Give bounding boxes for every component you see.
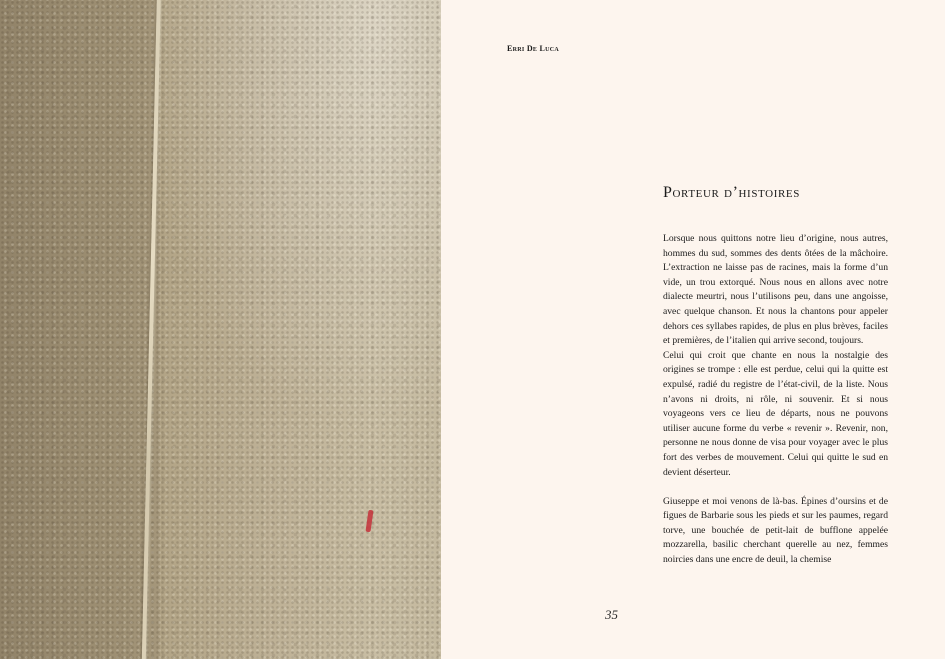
running-head-author: Erri De Luca — [507, 44, 560, 53]
wall-photograph — [0, 0, 441, 659]
body-text — [663, 232, 888, 568]
page-number: 35 — [605, 607, 618, 622]
paragraph: Giuseppe et moi venons de là-bas. Épines d’oursins et de figues de Barbarie sous les pieds et sur les paumes, regard torve, une bouchée de petit-lait de bufflone appelée mozzarella, basilic cherchant querelle au nez, femmes noircies dans une encre de deuil, la chemise — [663, 495, 888, 566]
paragraph: Celui qui croit que chante en nous la nostalgie des origines se trompe : elle est perdue, celui qui la quitte est expulsé, radié du registre de l’état-civil, de la liste. Nous n’avons ni droits, ni rôle, ni souvenir. Et si nous voyageons vers ce lieu de départs, nous ne pouvons utiliser aucune forme du verbe « revenir ». Revenir, non, personne ne nous donne de visa pour voyager avec le plus fort des verbes de mouvement. Celui qui quitte le sud en devient déserteur. — [663, 349, 888, 478]
paragraph: Lorsque nous quittons notre lieu d’origine, nous autres, hommes du sud, sommes des dents ôtées de la mâchoire. L’extraction ne laisse pas de racines, mais la forme d’un vide, un trou extorqué. Nous nous en allons avec notre dialecte meurtri, nous l’utilisons peu, dans une angoisse, avec quelque chanson. Et nous la chantons pour appeler dehors ces syllabes rapides, de plus en plus brèves, faciles et premières, de l’italien qui arrive second, toujours. — [663, 233, 888, 347]
chapter-title: Porteur d’histoires — [663, 184, 800, 201]
photo-stucco-texture — [0, 0, 441, 659]
